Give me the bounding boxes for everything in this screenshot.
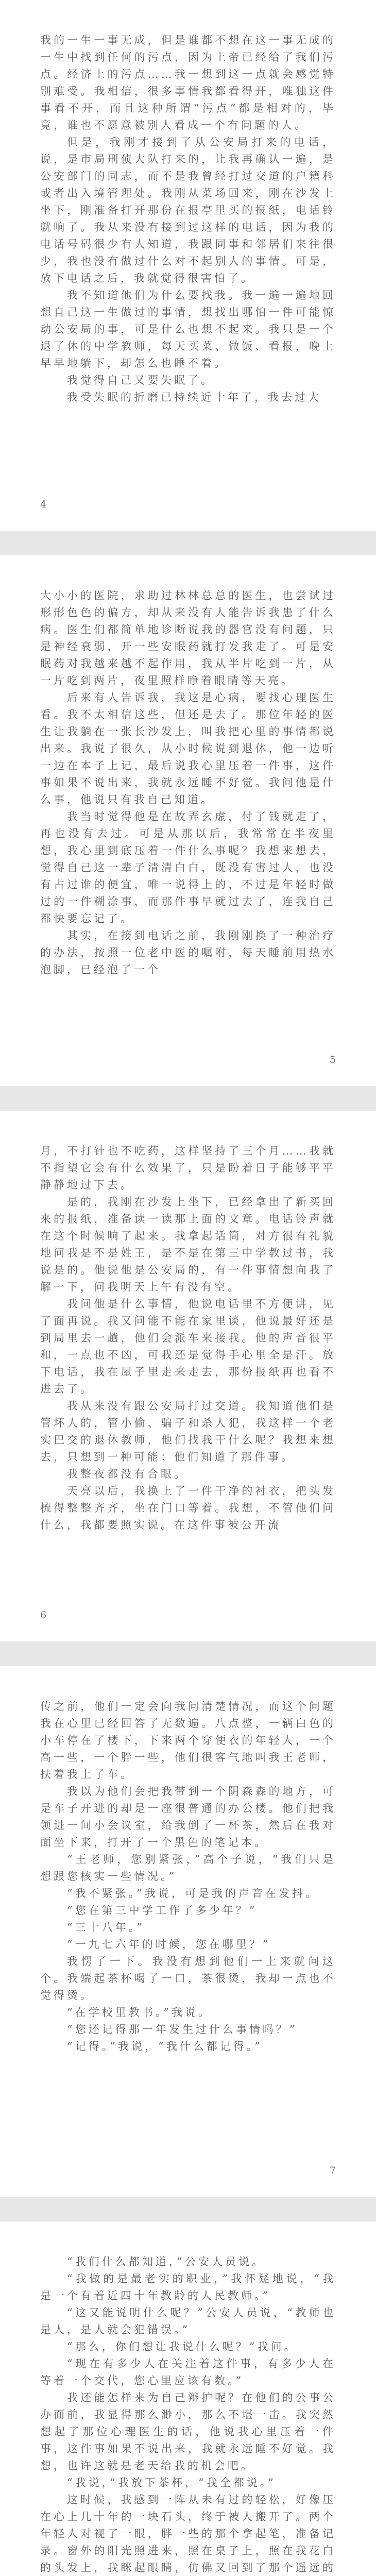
page-number: 4 xyxy=(40,499,47,510)
paragraph: “三十八年。” xyxy=(67,1921,145,1934)
paragraph: 我还能怎样来为自己辩护呢？在他们的公事公办面前，我显得那么渺小，那么不堪一击。我突然想起了那位心理医生的话，他说我心里压着一件事，这件事如果不说出来，我就永远睡不好觉。我想，也许这就是老天给我的机会吧。 xyxy=(40,2392,336,2472)
paragraph: “记得。”我说，“我什么都记得。” xyxy=(67,2040,263,2053)
document-page xyxy=(0,0,376,531)
paragraph: “我们什么都知道，”公安人员说。 xyxy=(67,2256,265,2268)
paragraph: 我问他是什么事情，他说电话里不方便讲，见了面再说。我又问能不能在家里谈，他说最好还是到局里去一趟，他们会派车来接我。他的声音很平和，一点也不凶，可我还是觉得手心里全是汗。放下电话，我在屋子里走来走去，那份报纸再也看不进去了。 xyxy=(40,1298,336,1395)
paragraph: 我整夜都没有合眼。 xyxy=(67,1468,187,1480)
paragraph: “您还记得那一年发生过什么事情吗？” xyxy=(67,2023,298,2036)
paragraph: 我当时觉得他是在故弄玄虚，付了钱就走了，再也没有去过。可是从那以后，我常常在半夜里想，我心里到底压着一件什么事呢？我想来想去，觉得自己这一辈子清清白白，既没有害过人，也没有占过谁的便宜，唯一说得上的，不过是年轻时做过的一件糊涂事，而那件事早就过去了，连我自己都快要忘记了。 xyxy=(40,810,336,925)
document-page xyxy=(0,555,376,1086)
page-number: 7 xyxy=(329,2165,336,2176)
paragraph: 后来有人告诉我，我这是心病，要找心理医生看。我不太相信这些，但还是去了。那位年轻的医生让我躺在一张长沙发上，叫我把心里的事情都说出来。我说了很久，从小时候说到退休，他一边听一边在本子上记，最后说我心里压着一件事，这件事如果不说出来，我就永远睡不好觉。我问他是什么事，他说只有我自己知道。 xyxy=(40,691,336,806)
paragraph: 天亮以后，我换上了一件干净的衬衣，把头发梳得整整齐齐，坐在门口等着。我想，不管他们问什么，我都要照实说。在这件事被公开流 xyxy=(40,1485,336,1531)
paragraph: “我不紧张。”我说，可是我的声音在发抖。 xyxy=(67,1887,319,1900)
paragraph: “您在第三中学工作了多少年？” xyxy=(67,1904,258,1917)
paragraph: “那么，你们想让我说什么呢？”我问。 xyxy=(67,2341,298,2353)
paragraph: 月，不打针也不吃药，这样坚持了三个月……我就不指望它会有什么效果了，只是盼着日子能够平平静静地过下去。 xyxy=(40,1145,336,1191)
paragraph: “在学校里教书。”我说。 xyxy=(67,2006,212,2019)
page-text-block xyxy=(40,1143,336,1596)
document-page xyxy=(0,2222,376,2576)
paragraph: 传之前，他们一定会向我问清楚情况，而这个问题我在心里已经回答了无数遍。八点整，一辆白色的小车停在了楼下，下来两个穿便衣的年轻人，一个高一些，一个胖一些，他们很客气地叫我王老师，扶着我上了车。 xyxy=(40,1700,336,1781)
paragraph: 但是，我刚才接到了从公安局打来的电话，说，是市局刑侦大队打来的，让我再确认一遍，是公安部门的同志，而不是我曾经打过交道的户籍科或者出入境管理处。我刚从菜场回来，刚在沙发上坐下，刚准备打开那份在报亭里买的报纸，电话铃就响了。我从来没有接到过这样的电话，因为我的电话号码很少有人知道，我跟同事和邻居们来往很少，我也没有做过什么对不起别人的事情。可是，放下电话之后，我就觉得很害怕了。 xyxy=(40,136,336,284)
page-text-block xyxy=(40,32,336,485)
paragraph: 我受失眠的折磨已持续近十年了，我去过大 xyxy=(67,391,321,403)
paragraph: 我愣了一下。我没有想到他们一上来就问这个。我端起茶杯喝了一口，茶很烫，我却一点也不觉得烫。 xyxy=(40,1955,336,2002)
paragraph: 大小小的医院，求助过林林总总的医生，也尝试过形形色色的偏方，却从来没有人能告诉我患了什么病。医生们都简单地诊断说我的器官没有问题，只是神经衰弱，开一些安眠药就打发我走了。可是安眠药对我越来越不起作用，我从半片吃到一片，从一片吃到两片，夜里照样睁着眼睛等天亮。 xyxy=(40,589,336,687)
paragraph: “这又能说明什么呢？”公安人员说，“教师也是人，是人就会犯错误。” xyxy=(40,2307,336,2336)
page-text-block xyxy=(40,587,336,1041)
paragraph: 其实，在接到电话之前，我刚刚换了一种治疗的办法，按照一位老中医的嘱咐，每天睡前用热水泡脚，已经泡了一个 xyxy=(40,929,336,976)
paragraph: “我说，”我放下茶杯，“我全都说。” xyxy=(67,2477,276,2489)
page-number: 6 xyxy=(40,1609,47,1621)
paragraph: 我觉得自己又要失眠了。 xyxy=(67,374,214,386)
paragraph: “现在有多少人在关注着这件事，有多少人在等着一个交代，您心里应该有数。” xyxy=(40,2358,336,2387)
page-number: 5 xyxy=(329,1054,336,1065)
paragraph: 我从来没有跟公安局打过交道。我知道他们是管坏人的，管小偷、骗子和杀人犯，我这样一个老实巴交的退休教师，他们找我干什么呢？我想来想去，只想到一种可能：他们知道了那件事。 xyxy=(40,1400,336,1463)
paragraph: “一九七六年的时候，您在哪里？” xyxy=(67,1938,271,1951)
document-page xyxy=(0,1111,376,1641)
paragraph: 我以为他们会把我带到一个阴森森的地方，可是车子开进的却是一座很普通的办公楼。他们把我领进一间小会议室，给我倒了一杯茶，然后在我对面坐下来，打开了一个黑色的笔记本。 xyxy=(40,1785,336,1849)
paragraph: 我的一生一事无成，但是谁都不想在这一事无成的一生中找到任何的污点，因为上帝已经给了我们污点。经济上的污点……我一想到这一点就会感觉特别难受。我相信，很多事情我都看得开，唯独这件事看不开，而且这种所谓“污点”都是相对的，毕竟，谁也不愿意被别人看成一个有问题的人。 xyxy=(40,34,336,131)
page-text-block xyxy=(40,2253,336,2576)
paragraph: 是的，我刚在沙发上坐下，已经拿出了新买回来的报纸，准备读一读那上面的文章。电话铃声就在这个时候响了起来。我拿起话筒，对方很有礼貌地问我是不是姓王，是不是在第三中学教过书，我说是的。他说他是公安局的，有一件事情想向我了解一下，问我明天上午有没有空。 xyxy=(40,1196,336,1293)
page-text-block xyxy=(40,1698,336,2151)
paragraph: 我不知道他们为什么要找我。我一遍一遍地回想自己这一生做过的事情，想找出哪怕一件可能惊动公安局的事，可是什么也想不起来。我只是一个退了休的中学教师，每天买菜、做饭、看报，晚上早早地躺下，却怎么也睡不着。 xyxy=(40,289,336,369)
paragraph: “我做的是最老实的职业，”我怀疑地说，“我是一个有着近四十年教龄的人民教师。” xyxy=(40,2273,336,2302)
paragraph: “王老师，您别紧张，”高个子说，“我们只是想跟您核实一些情况。” xyxy=(40,1853,336,1883)
paragraph: 这时候，我感到一阵从未有过的轻松，好像压在心上几十年的一块石头，终于被人搬开了。两个年轻人对视了一眼，胖一些的那个拿起笔，准备记录。窗外的阳光照进来，照在桌子上，照在我花白的头发上，我眯起眼睛，仿佛又回到了那个遥远的 xyxy=(40,2494,336,2574)
document-page xyxy=(0,1666,376,2197)
